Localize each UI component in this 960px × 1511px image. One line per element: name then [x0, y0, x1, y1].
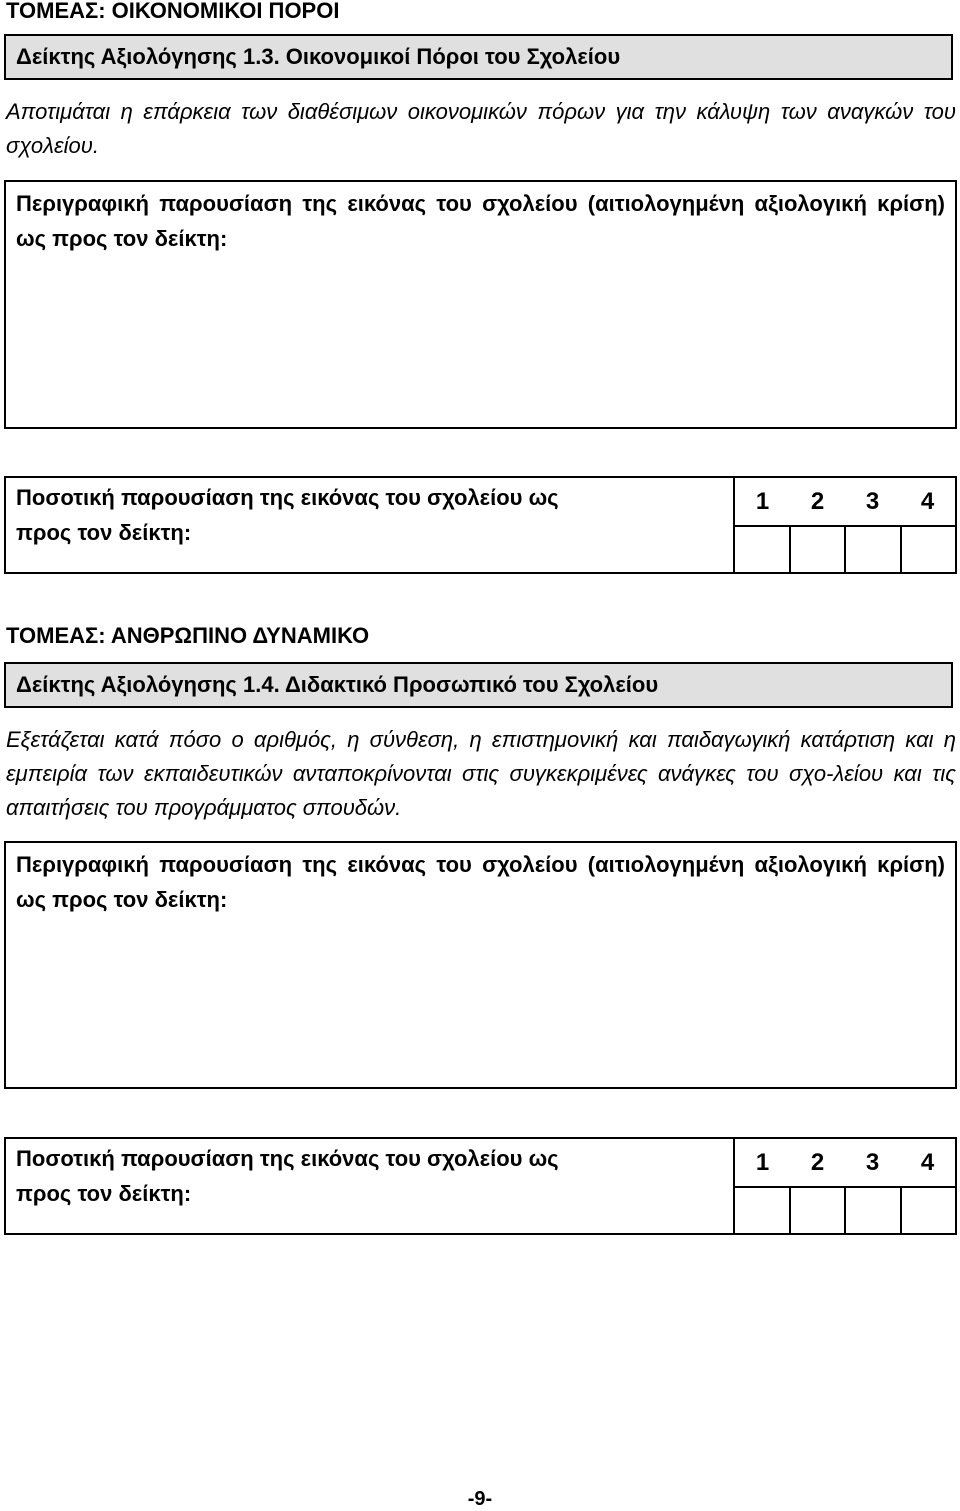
rating-box-2[interactable]: [789, 527, 845, 572]
indicator-1-3-qualitative-box[interactable]: [4, 180, 957, 429]
indicator-1-4-qualitative-box[interactable]: [4, 841, 957, 1089]
rating-label-1: 1: [755, 1149, 770, 1176]
quantitative-label: Ποσοτική παρουσίαση της εικόνας του σχολείου ως προς τον δείκτη:: [16, 485, 559, 545]
rating-scale: [733, 478, 955, 572]
qualitative-label: Περιγραφική παρουσίαση της εικόνας του σχολείου (αιτιολογημένη αξιολογική κρίση) ως προς τον δείκτη:: [16, 852, 945, 912]
rating-label-4: 4: [920, 488, 935, 515]
rating-scale: [733, 1139, 955, 1233]
rating-box-3[interactable]: [844, 527, 900, 572]
rating-label-2: 2: [810, 488, 825, 515]
rating-box-4[interactable]: [900, 527, 956, 572]
rating-box-4[interactable]: [900, 1188, 956, 1233]
rating-label-2: 2: [810, 1149, 825, 1176]
indicator-1-3-description: Αποτιμάται η επάρκεια των διαθέσιμων οικονομικών πόρων για την κάλυψη των αναγκών του σχολείου.: [6, 99, 956, 158]
rating-box-2[interactable]: [789, 1188, 845, 1233]
rating-label-3: 3: [865, 1149, 880, 1176]
rating-box-3[interactable]: [844, 1188, 900, 1233]
quantitative-label: Ποσοτική παρουσίαση της εικόνας του σχολείου ως προς τον δείκτη:: [16, 1146, 559, 1206]
rating-box-1[interactable]: [735, 527, 789, 572]
rating-box-1[interactable]: [735, 1188, 789, 1233]
indicator-1-3-title: Δείκτης Αξιολόγησης 1.3. Οικονομικοί Πόροι του Σχολείου: [4, 34, 953, 80]
rating-label-4: 4: [920, 1149, 935, 1176]
rating-label-3: 3: [865, 488, 880, 515]
indicator-1-4-title: Δείκτης Αξιολόγησης 1.4. Διδακτικό Προσωπικό του Σχολείου: [4, 662, 953, 708]
indicator-1-4-quantitative-box: [4, 1137, 957, 1235]
page-number: -9-: [467, 1488, 493, 1510]
qualitative-label: Περιγραφική παρουσίαση της εικόνας του σχολείου (αιτιολογημένη αξιολογική κρίση) ως προς τον δείκτη:: [16, 191, 945, 251]
indicator-1-4-description: Εξετάζεται κατά πόσο ο αριθμός, η σύνθεση, η επιστημονική και παιδαγωγική κατάρτιση και η εμπειρία των εκπαιδευτικών ανταποκρίνονται στις συγκεκριμένες ανάγκες του σχο-λείου και τις απαιτήσεις του προγράμματος σπουδών.: [6, 727, 956, 820]
indicator-1-3-quantitative-box: [4, 476, 957, 574]
rating-label-1: 1: [755, 488, 770, 515]
sector-title-financial: ΤΟΜΕΑΣ: ΟΙΚΟΝΟΜΙΚΟΙ ΠΟΡΟΙ: [6, 0, 340, 23]
sector-title-human-resources: ΤΟΜΕΑΣ: ΑΝΘΡΩΠΙΝΟ ΔΥΝΑΜΙΚΟ: [6, 623, 370, 648]
